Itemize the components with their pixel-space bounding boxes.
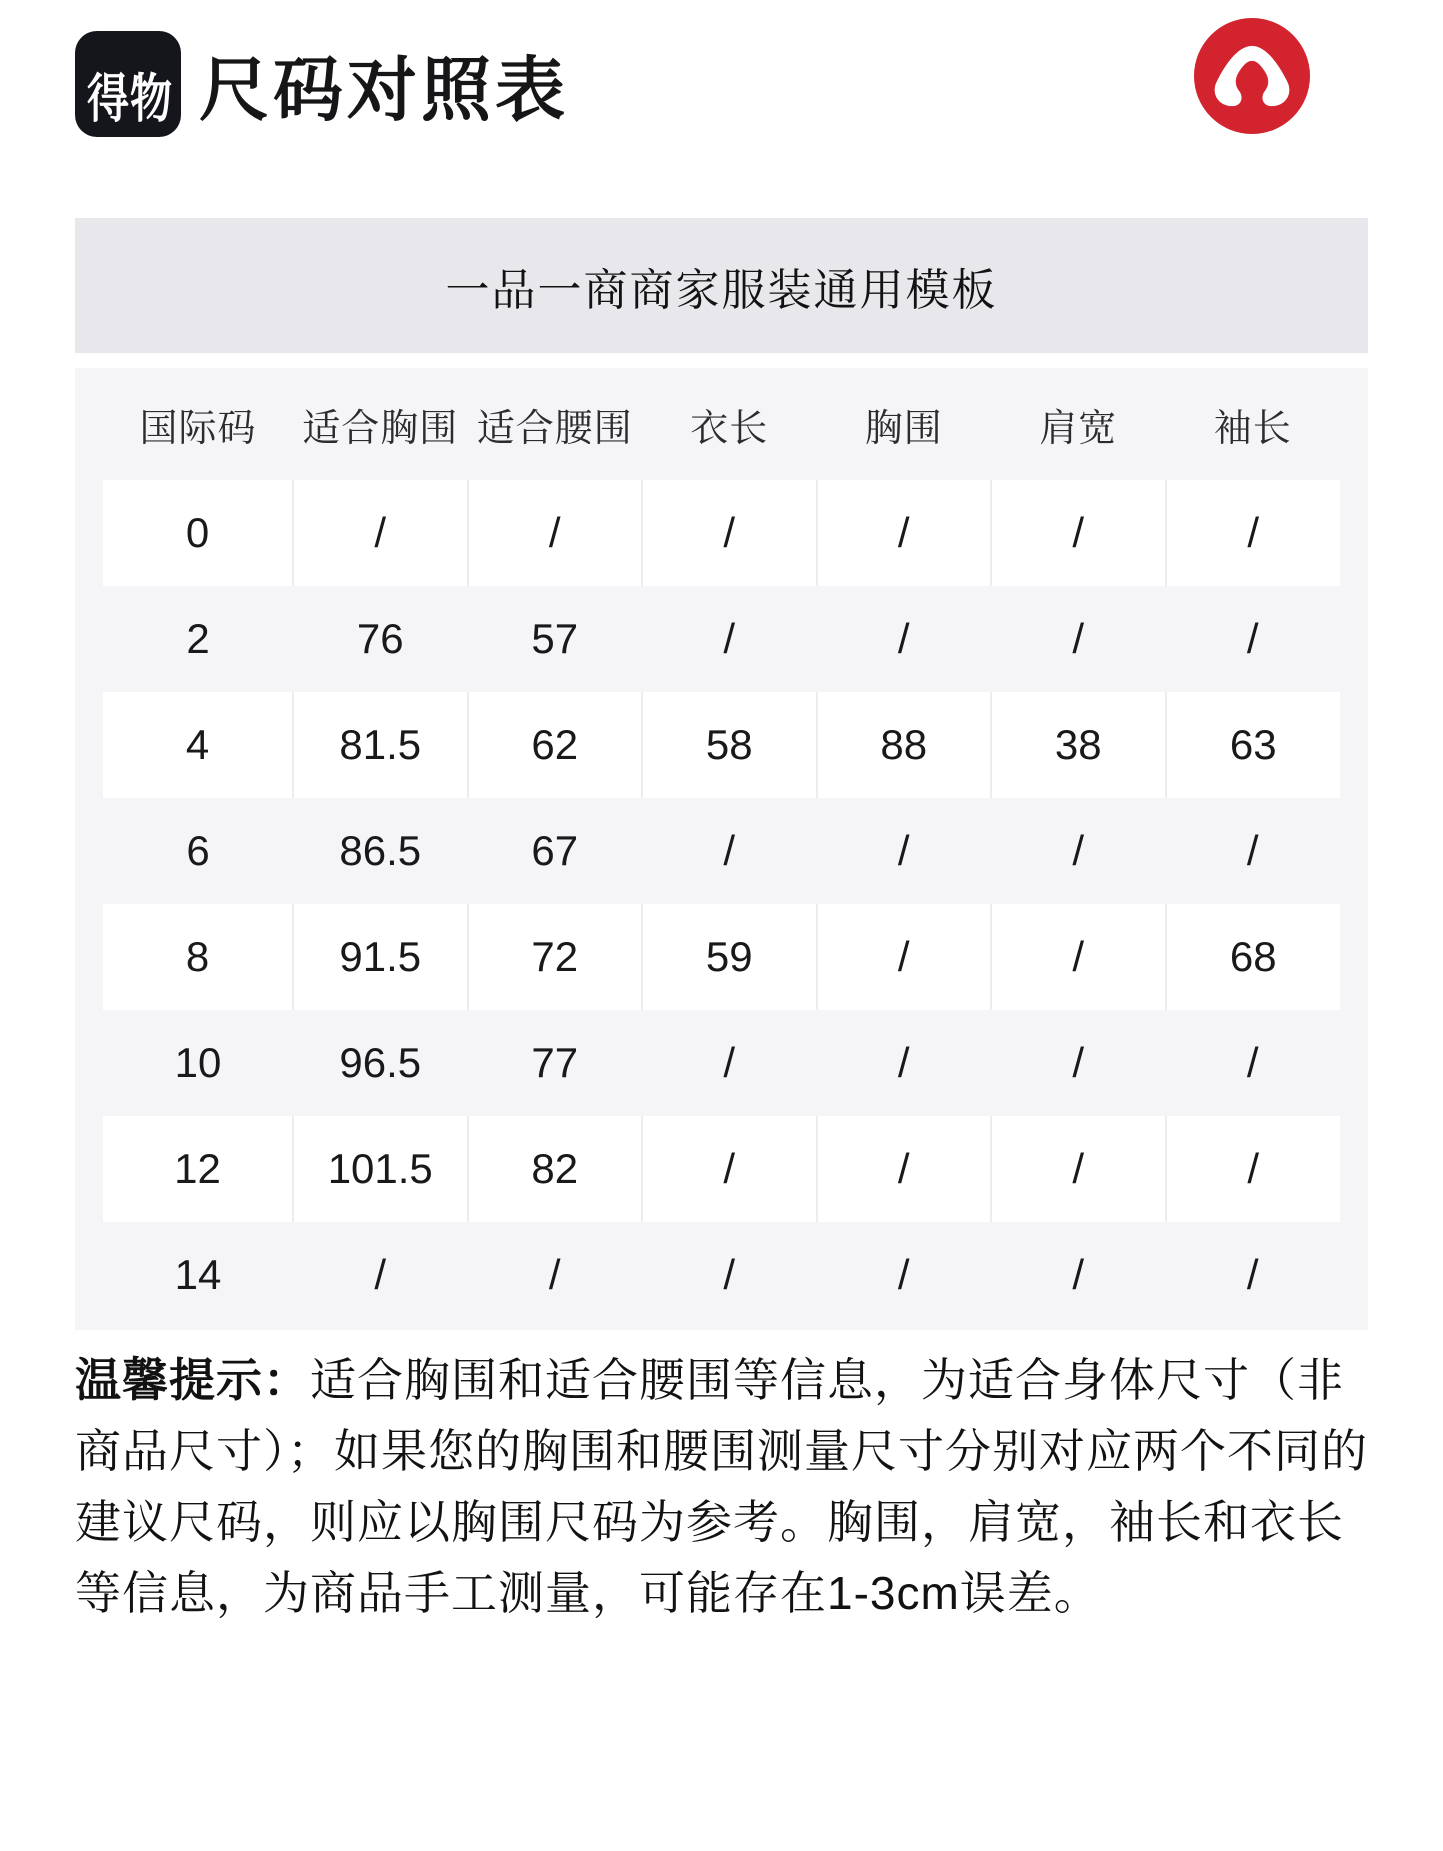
table-cell: /: [723, 827, 736, 874]
table-cell: /: [897, 827, 910, 874]
table-cell: 2: [186, 615, 210, 662]
table-cell: 91.5: [293, 904, 468, 1010]
column-header-length: 衣长: [690, 407, 769, 450]
column-header-intl-size: 国际码: [139, 407, 257, 450]
table-cell: /: [817, 480, 992, 586]
footer-note-text: 适合胸围和适合腰围等信息，为适合身体尺寸（非商品尺寸）；如果您的胸围和腰围测量尺寸分别对应两个不同的建议尺码，则应以胸围尺码为参考。胸围，肩宽，袖长和衣长等信息，为商品手工测量，可能存在1-3cm误差。: [75, 1354, 1368, 1619]
table-cell: /: [374, 1251, 387, 1298]
table-cell: 72: [468, 904, 643, 1010]
table-cell: /: [642, 480, 817, 586]
table-cell: 96.5: [339, 1039, 422, 1086]
table-cell: /: [1072, 1251, 1085, 1298]
table-cell: /: [1072, 1039, 1085, 1086]
size-table-container: [75, 368, 1368, 1330]
table-cell: 63: [1166, 692, 1341, 798]
table-cell: /: [723, 1039, 736, 1086]
table-cell: 86.5: [339, 827, 422, 874]
table-row: [103, 1010, 1340, 1116]
dewu-logo-text: 得物: [86, 68, 173, 128]
table-header-row: [103, 368, 1340, 480]
table-row: [103, 904, 1340, 1010]
table-cell: 14: [174, 1251, 222, 1298]
table-row: [103, 1116, 1340, 1222]
table-row: [103, 586, 1340, 692]
table-cell: /: [1246, 615, 1259, 662]
table-cell: 0: [185, 509, 210, 556]
table-cell: /: [1072, 827, 1085, 874]
lululemon-icon: [1194, 18, 1310, 134]
table-cell: 67: [531, 827, 579, 874]
table-cell: /: [723, 1251, 736, 1298]
table-row: [103, 480, 1340, 586]
table-cell: /: [468, 480, 643, 586]
table-cell: /: [1246, 1251, 1259, 1298]
size-table: [103, 368, 1340, 1328]
table-cell: /: [723, 615, 736, 662]
column-header-sleeve: 袖长: [1213, 407, 1292, 450]
table-cell: /: [1246, 1039, 1259, 1086]
table-cell: /: [642, 1116, 817, 1222]
table-cell: 82: [468, 1116, 643, 1222]
table-row: [103, 692, 1340, 798]
table-cell: 4: [185, 721, 210, 768]
footer-note-label: 温馨提示：: [75, 1354, 310, 1406]
table-cell: 88: [817, 692, 992, 798]
table-cell: /: [897, 615, 910, 662]
table-cell: 6: [186, 827, 210, 874]
column-header-fit-waist: 适合腰围: [476, 407, 633, 450]
table-cell: 12: [174, 1145, 221, 1192]
table-cell: 101.5: [293, 1116, 468, 1222]
table-cell: /: [1166, 1116, 1341, 1222]
table-cell: 58: [642, 692, 817, 798]
table-cell: 8: [185, 933, 210, 980]
table-cell: 57: [531, 615, 579, 662]
table-cell: /: [293, 480, 468, 586]
template-banner-title: 一品一商商家服装通用模板: [445, 265, 998, 315]
table-row: [103, 1222, 1340, 1328]
template-banner: [75, 218, 1368, 353]
column-header-bust: 胸围: [864, 407, 943, 450]
table-cell: /: [548, 1251, 561, 1298]
column-header-fit-bust: 适合胸围: [302, 407, 459, 450]
page-header: [75, 30, 1368, 138]
table-cell: /: [897, 1251, 910, 1298]
table-cell: /: [1166, 480, 1341, 586]
dewu-logo: [75, 31, 181, 137]
column-header-shoulder: 肩宽: [1039, 407, 1118, 450]
table-cell: 81.5: [293, 692, 468, 798]
table-row: [103, 798, 1340, 904]
footer-note: [75, 1345, 1380, 1629]
table-cell: /: [991, 904, 1166, 1010]
table-cell: 76: [356, 615, 404, 662]
table-cell: 59: [642, 904, 817, 1010]
page-title: 尺码对照表: [199, 50, 569, 129]
table-cell: /: [817, 1116, 992, 1222]
table-cell: /: [1072, 615, 1085, 662]
table-cell: 68: [1166, 904, 1341, 1010]
table-cell: /: [991, 1116, 1166, 1222]
table-cell: 10: [174, 1039, 222, 1086]
table-cell: /: [817, 904, 992, 1010]
table-cell: 38: [991, 692, 1166, 798]
table-cell: /: [991, 480, 1166, 586]
table-cell: /: [897, 1039, 910, 1086]
table-cell: 77: [531, 1039, 579, 1086]
table-cell: /: [1246, 827, 1259, 874]
size-table-body: [103, 480, 1340, 1328]
table-cell: 62: [468, 692, 643, 798]
